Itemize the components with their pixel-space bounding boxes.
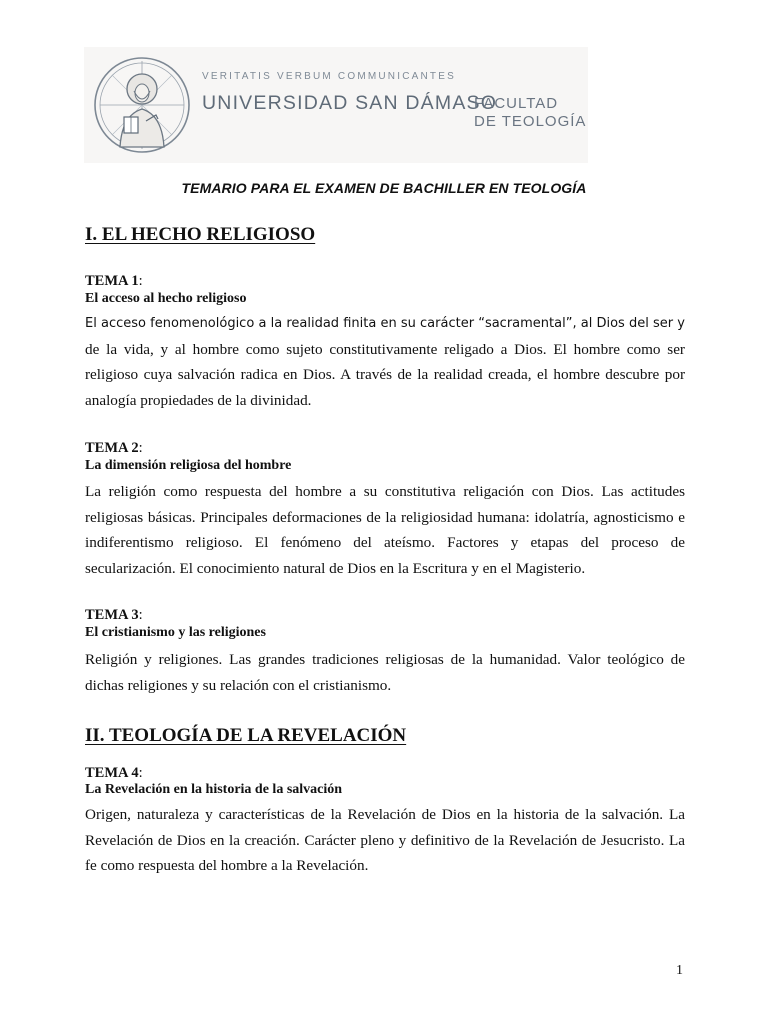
tema-number-label: TEMA 3 bbox=[85, 607, 139, 623]
university-motto: VERITATIS VERBUM COMMUNICANTES bbox=[202, 71, 456, 82]
tema-body: El acceso fenomenológico a la realidad finita en su carácter “sacramental”, al Dios del ser y de la vida, y al hombre como sujeto constitutivamente religado a Dios. El hombre como ser religioso cuya salvación radica en Dios. A través de la realidad creada, el hombre descubre por analogía propiedades de la divinidad. bbox=[85, 316, 685, 409]
faculty-line-1: FACULTAD bbox=[474, 95, 559, 112]
university-header bbox=[84, 47, 588, 163]
tema-title: El cristianismo y las religiones bbox=[85, 625, 266, 640]
document-title: TEMARIO PARA EL EXAMEN DE BACHILLER EN TEOLOGÍA bbox=[181, 180, 587, 196]
tema-number-label: TEMA 1 bbox=[85, 273, 139, 289]
section-heading-2: II. TEOLOGÍA DE LA REVELACIÓN bbox=[85, 725, 407, 746]
tema-number-label: TEMA 4 bbox=[85, 765, 139, 781]
tema-title: La dimensión religiosa del hombre bbox=[85, 458, 292, 473]
tema-title: La Revelación en la historia de la salvación bbox=[85, 782, 343, 797]
page-number: 1 bbox=[676, 963, 683, 978]
tema-title: El acceso al hecho religioso bbox=[85, 291, 247, 306]
faculty-line-2: DE TEOLOGÍA bbox=[474, 113, 587, 130]
tema-number-label: TEMA 2 bbox=[85, 440, 139, 456]
tema-number: TEMA 1: bbox=[85, 273, 143, 289]
tema-number: TEMA 3: bbox=[85, 607, 143, 623]
tema-number: TEMA 2: bbox=[85, 440, 143, 456]
section-heading-1: I. EL HECHO RELIGIOSO bbox=[85, 224, 316, 245]
faculty-name bbox=[474, 95, 586, 131]
university-name: UNIVERSIDAD SAN DÁMASO bbox=[202, 92, 498, 114]
tema-body: Religión y religiones. Las grandes tradiciones religiosas de la humanidad. Valor teológico de dichas religiones y su relación con el cristianismo. bbox=[85, 651, 685, 694]
tema-body: La religión como respuesta del hombre a su constitutiva religación con Dios. Las actitudes religiosas básicas. Principales deformaciones de la religiosidad humana: idolatría, agnosticismo e indiferentismo religioso. El fenómeno del ateísmo. Factores y etapas del proceso de secularización. El conocimiento natural de Dios en la Escritura y en el Magisterio. bbox=[85, 483, 685, 577]
tema-body: Origen, naturaleza y características de la Revelación de Dios en la historia de la salvación. La Revelación de Dios en la creación. Carácter pleno y definitivo de la Revelación de Jesucristo. La fe como respuesta del hombre a la Revelación. bbox=[85, 806, 685, 874]
university-seal-icon bbox=[90, 55, 194, 155]
tema-number: TEMA 4: bbox=[85, 765, 143, 781]
